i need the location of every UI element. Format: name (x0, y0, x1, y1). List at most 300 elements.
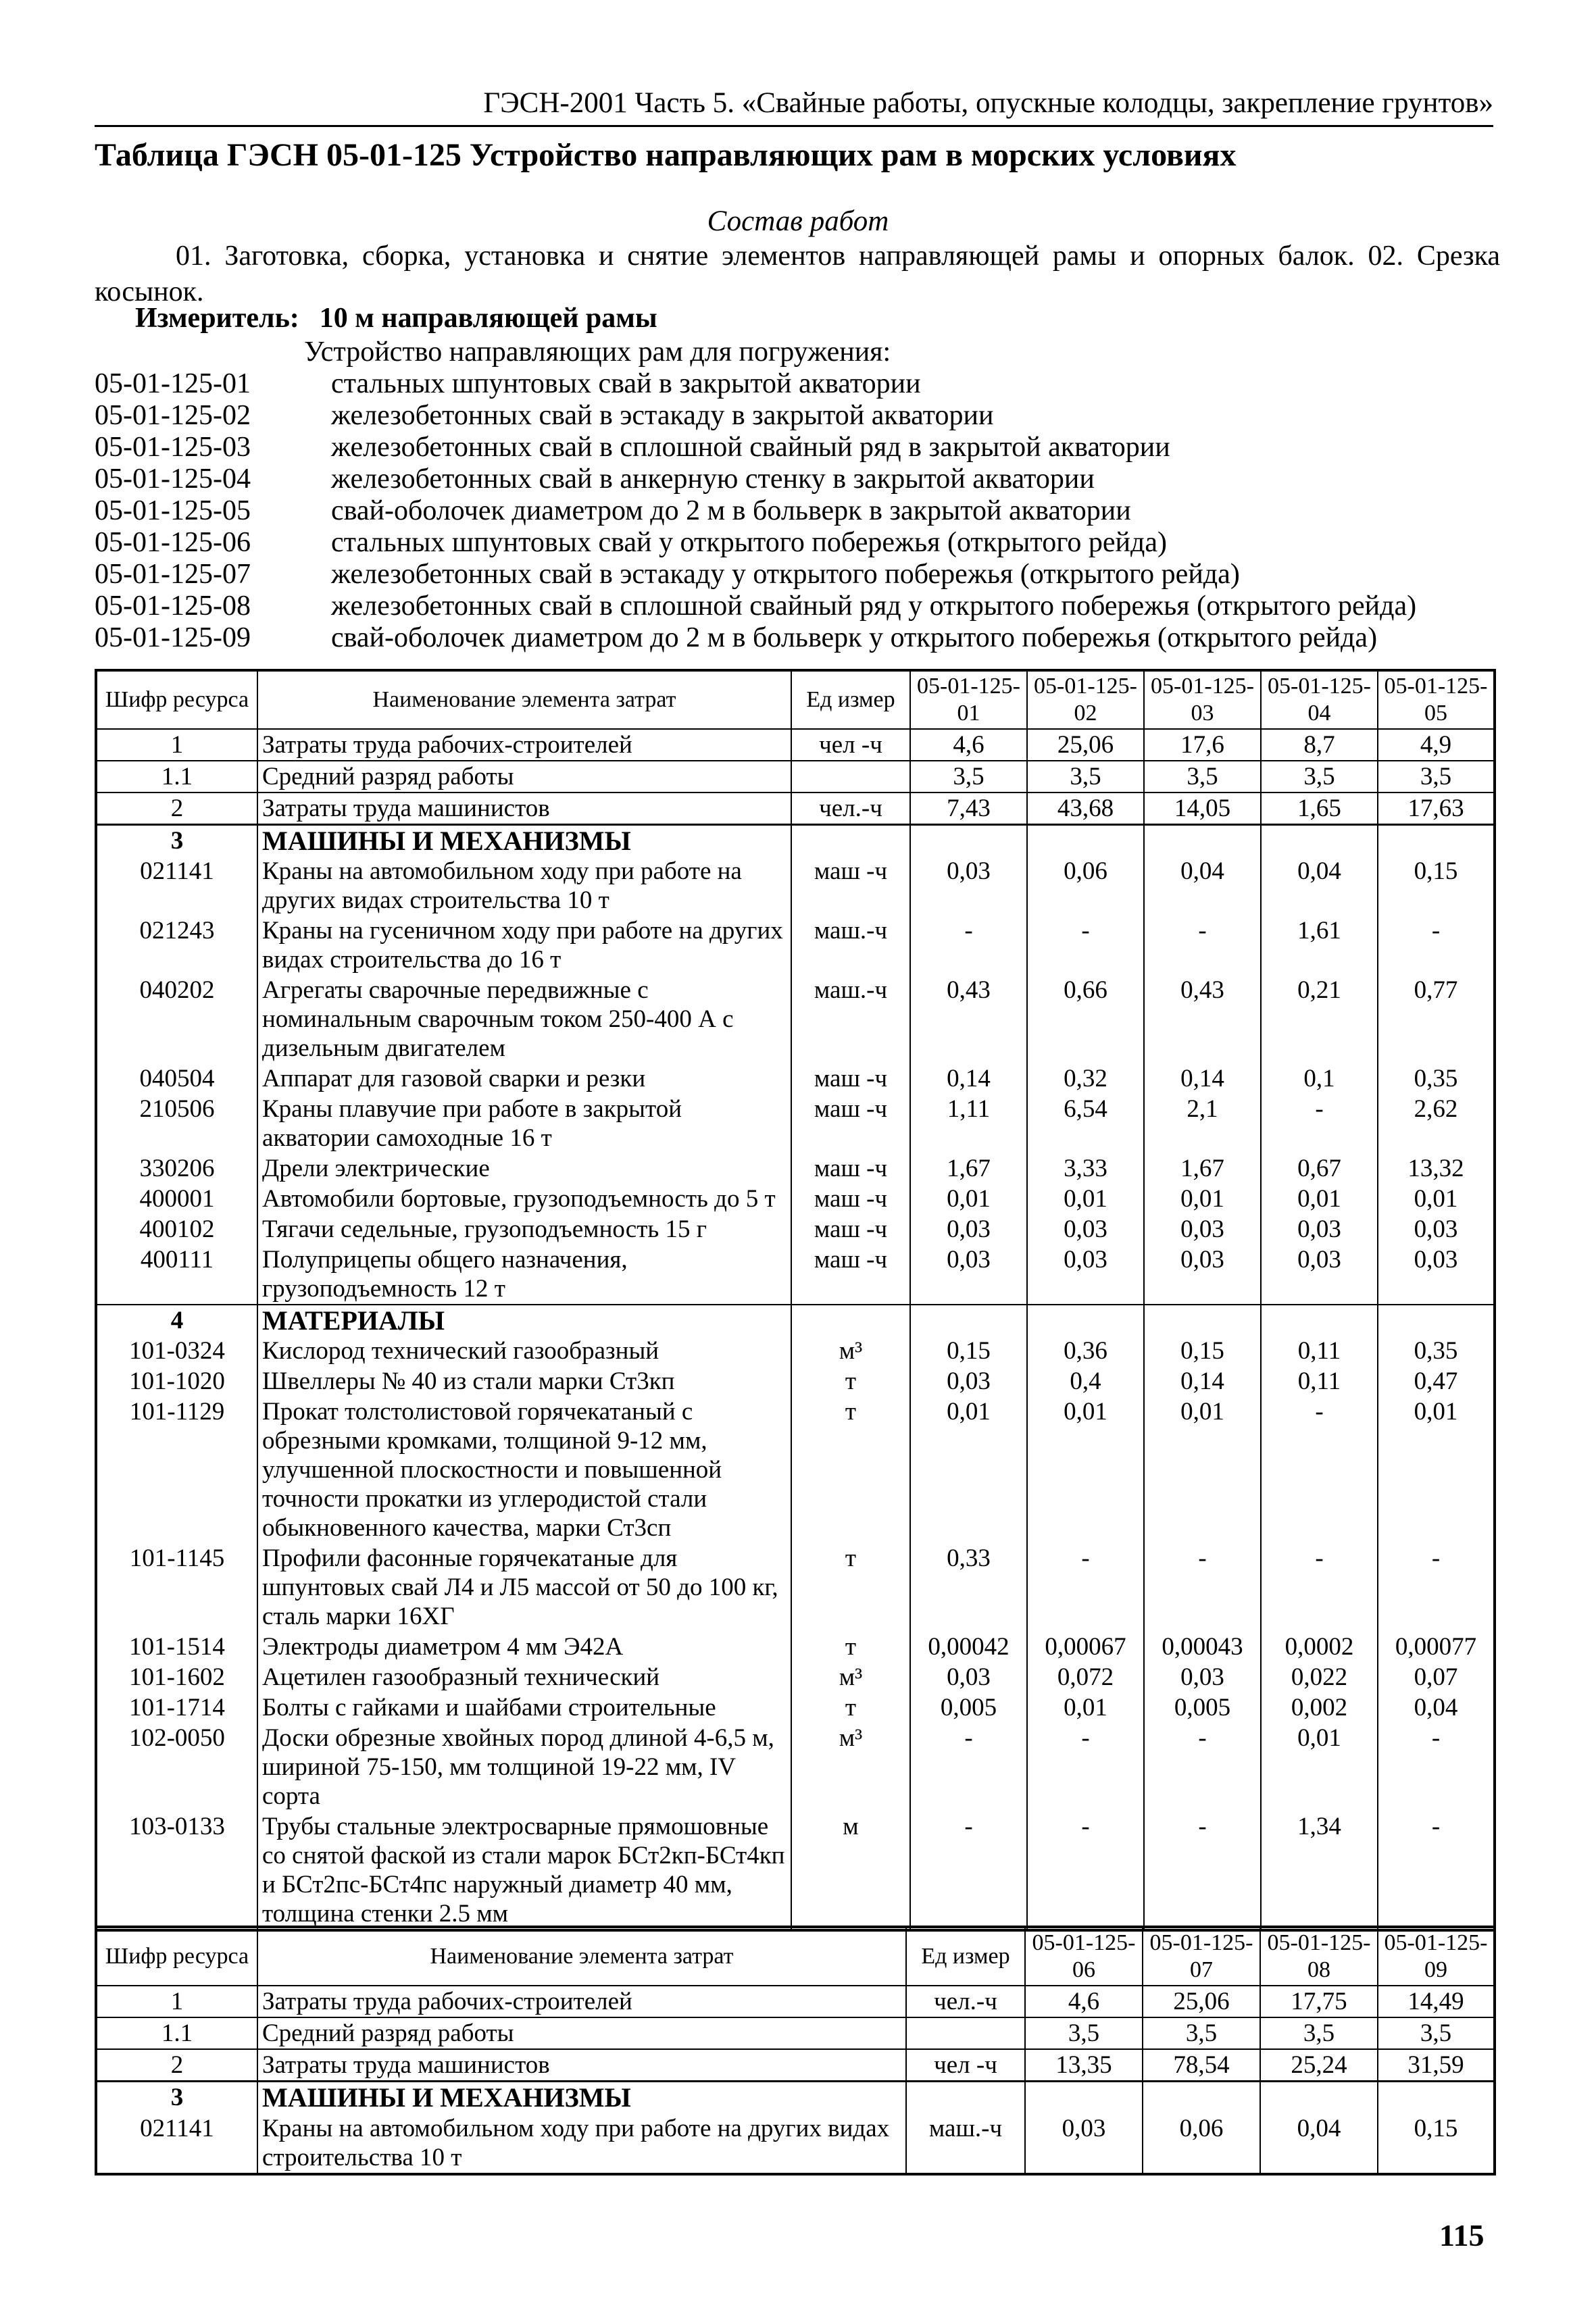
norm-value: - (1378, 1543, 1495, 1632)
norm-value: 8,7 (1261, 729, 1378, 761)
cost-element-name: Электроды диаметром 4 мм Э42А (257, 1632, 791, 1662)
norm-value: 0,005 (1144, 1692, 1261, 1723)
unit-of-measure: чел -ч (906, 2049, 1025, 2082)
norm-value: 0,03 (1144, 1662, 1261, 1692)
norm-value: 0,04 (1378, 1692, 1495, 1723)
unit-of-measure: чел.-ч (791, 793, 910, 825)
norm-value: 1,61 (1261, 915, 1378, 975)
norm-value: 0,03 (1027, 1244, 1144, 1305)
norm-value: 0,15 (910, 1336, 1027, 1366)
norm-value: 3,5 (1260, 2017, 1378, 2049)
resource-code: 101-1145 (96, 1543, 257, 1632)
resource-code: 101-1514 (96, 1632, 257, 1662)
norm-value: 0,06 (1143, 2113, 1260, 2174)
norm-value: 0,04 (1260, 2113, 1378, 2174)
norm-value: 0,43 (910, 975, 1027, 1063)
table-row (96, 915, 1495, 975)
cost-element-name: Затраты труда рабочих-строителей (257, 1986, 906, 2017)
norm-value: - (1144, 915, 1261, 975)
cost-element-name: Профили фасонные горячекатаные для шпунтовых свай Л4 и Л5 массой от 50 до 100 кг, сталь марки 16ХГ (257, 1543, 791, 1632)
header-norm-col: 05-01-125-09 (1378, 1927, 1495, 1986)
norm-value: 0,03 (910, 856, 1027, 915)
norm-value (1378, 1305, 1495, 1336)
norm-value: 3,5 (1025, 2017, 1143, 2049)
norm-value: 25,24 (1260, 2049, 1378, 2082)
norm-value: 7,43 (910, 793, 1027, 825)
norm-value: 0,01 (1378, 1184, 1495, 1214)
norm-value: 0,1 (1261, 1063, 1378, 1094)
cost-element-name: Затраты труда машинистов (257, 2049, 906, 2082)
table-row (96, 1632, 1495, 1662)
header-unit: Ед измер (791, 670, 910, 729)
norm-value: - (1261, 1397, 1378, 1543)
norm-value: - (910, 1723, 1027, 1811)
norm-value: 0,01 (1144, 1184, 1261, 1214)
norm-value: 0,01 (1027, 1692, 1144, 1723)
norm-value: 0,03 (910, 1366, 1027, 1397)
norm-value: 0,14 (1144, 1366, 1261, 1397)
norm-value (1027, 825, 1144, 857)
norm-code-row (95, 558, 1416, 590)
norm-value: 3,5 (910, 761, 1027, 793)
unit-of-measure: маш -ч (791, 1214, 910, 1244)
norm-value: 0,15 (1378, 2113, 1495, 2174)
unit-of-measure (791, 825, 910, 857)
norm-code-description: железобетонных свай в сплошной свайный ряд в закрытой акватории (331, 432, 1170, 463)
unit-of-measure (906, 2017, 1025, 2049)
norm-value: 0,36 (1027, 1336, 1144, 1366)
table-row (96, 1094, 1495, 1153)
norm-value: - (1027, 1543, 1144, 1632)
table-row (96, 1336, 1495, 1366)
norm-code-row (95, 463, 1416, 495)
resource-code: 1.1 (96, 2017, 257, 2049)
unit-of-measure (906, 2082, 1025, 2113)
norm-value: - (1378, 1811, 1495, 1930)
resource-code: 2 (96, 2049, 257, 2082)
running-head: ГЭСН-2001 Часть 5. «Свайные работы, опускные колодцы, закрепление грунтов» (95, 86, 1493, 127)
norm-value: 0,03 (1025, 2113, 1143, 2174)
norm-code-description: свай-оболочек диаметром до 2 м в больверк у открытого побережья (открытого рейда) (331, 622, 1378, 653)
table-row (96, 975, 1495, 1063)
norm-value (910, 1305, 1027, 1336)
unit-of-measure: маш -ч (791, 1094, 910, 1153)
page-number: 115 (1439, 2218, 1485, 2253)
resource-code: 400001 (96, 1184, 257, 1214)
cost-element-name: МАТЕРИАЛЫ (257, 1305, 791, 1336)
table-row (96, 1184, 1495, 1214)
norm-value: 0,14 (1144, 1063, 1261, 1094)
norm-value: 0,00043 (1144, 1632, 1261, 1662)
table-header-row (96, 1927, 1495, 1986)
unit-of-measure: чел -ч (791, 729, 910, 761)
norm-value: 0,04 (1261, 856, 1378, 915)
norm-value: 0,01 (1261, 1184, 1378, 1214)
norm-value: 0,03 (1378, 1244, 1495, 1305)
resource-code: 2 (96, 793, 257, 825)
norm-value: 4,6 (1025, 1986, 1143, 2017)
norm-value: 0,11 (1261, 1366, 1378, 1397)
unit-of-measure: маш.-ч (906, 2113, 1025, 2174)
resource-code: 021243 (96, 915, 257, 975)
norm-value (1378, 825, 1495, 857)
norm-value (1261, 825, 1378, 857)
table-row (96, 1692, 1495, 1723)
resource-code: 101-1714 (96, 1692, 257, 1723)
norm-code-row (95, 590, 1416, 622)
norm-value: 0,022 (1261, 1662, 1378, 1692)
norm-value: 1,34 (1261, 1811, 1378, 1930)
unit-of-measure (791, 1305, 910, 1336)
works-text: 01. Заготовка, сборка, установка и снятие элементов направляющей рамы и опорных балок. 02. Срезка косынок. (95, 241, 1500, 307)
norm-value (1144, 1305, 1261, 1336)
norm-value: 2,1 (1144, 1094, 1261, 1153)
norm-value: 0,06 (1027, 856, 1144, 915)
norm-value: - (1027, 915, 1144, 975)
norm-value: 0,01 (1144, 1397, 1261, 1543)
norm-value (1027, 1305, 1144, 1336)
norm-value: 0,03 (1144, 1244, 1261, 1305)
cost-element-name: Ацетилен газообразный технический (257, 1662, 791, 1692)
norm-value (1378, 2082, 1495, 2113)
resource-code: 400111 (96, 1244, 257, 1305)
cost-element-name: Автомобили бортовые, грузоподъемность до 5 т (257, 1184, 791, 1214)
norm-value (1260, 2082, 1378, 2113)
norm-value: - (1144, 1723, 1261, 1811)
norm-code-description: стальных шпунтовых свай у открытого побережья (открытого рейда) (331, 527, 1167, 558)
norm-code: 05-01-125-01 (95, 368, 251, 399)
table-row (96, 1723, 1495, 1811)
cost-element-name: Аппарат для газовой сварки и резки (257, 1063, 791, 1094)
norm-value: - (1378, 915, 1495, 975)
table-row (96, 1662, 1495, 1692)
norm-value: 0,0002 (1261, 1632, 1378, 1662)
norm-value: 0,11 (1261, 1336, 1378, 1366)
norm-value: 3,33 (1027, 1153, 1144, 1184)
cost-element-name: Краны на автомобильном ходу при работе на других видах строительства 10 т (257, 856, 791, 915)
table-title: Таблица ГЭСН 05-01-125 Устройство направляющих рам в морских условиях (95, 137, 1237, 173)
norm-value: 1,67 (1144, 1153, 1261, 1184)
cost-element-name: Агрегаты сварочные передвижные с номинальным сварочным током 250-400 А с дизельным двигателем (257, 975, 791, 1063)
norm-value: 0,01 (1378, 1397, 1495, 1543)
norm-value: 4,9 (1378, 729, 1495, 761)
norm-value: 6,54 (1027, 1094, 1144, 1153)
norm-code-description: железобетонных свай в эстакаду в закрытой акватории (331, 400, 994, 431)
header-norm-col: 05-01-125-08 (1260, 1927, 1378, 1986)
norm-value: 0,03 (1144, 1214, 1261, 1244)
norm-value: 78,54 (1143, 2049, 1260, 2082)
norm-table-1 (95, 669, 1496, 1932)
norm-code-row (95, 622, 1416, 653)
norm-code-list (95, 368, 1416, 653)
norm-value: 0,01 (1027, 1184, 1144, 1214)
norm-value: 0,4 (1027, 1366, 1144, 1397)
cost-element-name: Кислород технический газообразный (257, 1336, 791, 1366)
unit-of-measure: маш -ч (791, 856, 910, 915)
norm-table-2 (95, 1926, 1496, 2175)
unit-of-measure (791, 761, 910, 793)
unit-of-measure: м³ (791, 1336, 910, 1366)
norm-value: 0,35 (1378, 1336, 1495, 1366)
header-norm-col: 05-01-125-07 (1143, 1927, 1260, 1986)
unit-of-measure: чел.-ч (906, 1986, 1025, 2017)
header-norm-col: 05-01-125-01 (910, 670, 1027, 729)
norm-value: - (1027, 1811, 1144, 1930)
norm-value: 14,49 (1378, 1986, 1495, 2017)
norm-value: 25,06 (1027, 729, 1144, 761)
norm-value: 3,5 (1144, 761, 1261, 793)
norm-value: 17,6 (1144, 729, 1261, 761)
norm-value: 0,00077 (1378, 1632, 1495, 1662)
cost-element-name: Краны плавучие при работе в закрытой акватории самоходные 16 т (257, 1094, 791, 1153)
norm-value: 0,00067 (1027, 1632, 1144, 1662)
norm-code-description: железобетонных свай в анкерную стенку в закрытой акватории (331, 463, 1095, 495)
table-row (96, 729, 1495, 761)
norm-value: 0,77 (1378, 975, 1495, 1063)
norm-code-description: свай-оболочек диаметром до 2 м в больверк в закрытой акватории (331, 495, 1131, 526)
norm-value: 3,5 (1261, 761, 1378, 793)
unit-of-measure: т (791, 1692, 910, 1723)
unit-of-measure: т (791, 1366, 910, 1397)
norm-code: 05-01-125-06 (95, 527, 251, 558)
resource-code: 330206 (96, 1153, 257, 1184)
cost-element-name: Затраты труда машинистов (257, 793, 791, 825)
norm-code: 05-01-125-08 (95, 590, 251, 622)
table-row (96, 1214, 1495, 1244)
table-row (96, 2113, 1495, 2174)
norm-value: 1,67 (910, 1153, 1027, 1184)
norm-value: - (1378, 1723, 1495, 1811)
table-row (96, 2017, 1495, 2049)
resource-code: 103-0133 (96, 1811, 257, 1930)
norm-value: 0,32 (1027, 1063, 1144, 1094)
resource-code: 021141 (96, 2113, 257, 2174)
norm-value: 0,21 (1261, 975, 1378, 1063)
resource-code: 101-1020 (96, 1366, 257, 1397)
header-name: Наименование элемента затрат (257, 670, 791, 729)
unit-of-measure: маш -ч (791, 1244, 910, 1305)
norm-code-row (95, 431, 1416, 463)
table-row (96, 1366, 1495, 1397)
norm-value: 0,03 (910, 1662, 1027, 1692)
norm-value: 3,5 (1378, 2017, 1495, 2049)
norm-value: 0,03 (1261, 1244, 1378, 1305)
resource-code: 021141 (96, 856, 257, 915)
norm-value: 0,00042 (910, 1632, 1027, 1662)
norm-value: 0,66 (1027, 975, 1144, 1063)
resource-code: 3 (96, 2082, 257, 2113)
header-name: Наименование элемента затрат (257, 1927, 906, 1986)
norm-value: 0,002 (1261, 1692, 1378, 1723)
norm-value (910, 825, 1027, 857)
resource-code: 400102 (96, 1214, 257, 1244)
unit-of-measure: маш.-ч (791, 975, 910, 1063)
unit-of-measure: маш -ч (791, 1153, 910, 1184)
norm-value: 0,072 (1027, 1662, 1144, 1692)
table-header-row (96, 670, 1495, 729)
norm-value: 17,75 (1260, 1986, 1378, 2017)
norm-value (1143, 2082, 1260, 2113)
norm-value: 3,5 (1378, 761, 1495, 793)
resource-code: 040202 (96, 975, 257, 1063)
table-row (96, 1244, 1495, 1305)
cost-element-name: Трубы стальные электросварные прямошовные со снятой фаской из стали марок БСт2кп-БСт4кп и БСт2пс-БСт4пс наружный диаметр 40 мм, толщина стенки 2.5 мм (257, 1811, 791, 1930)
norm-value: 13,35 (1025, 2049, 1143, 2082)
norm-value: 1,11 (910, 1094, 1027, 1153)
cost-element-name: Тягачи седельные, грузоподъемность 15 г (257, 1214, 791, 1244)
norm-value: 31,59 (1378, 2049, 1495, 2082)
norm-value: 0,04 (1144, 856, 1261, 915)
cost-element-name: Болты с гайками и шайбами строительные (257, 1692, 791, 1723)
norm-code: 05-01-125-02 (95, 400, 251, 431)
header-code: Шифр ресурса (96, 1927, 257, 1986)
resource-code: 040504 (96, 1063, 257, 1094)
table-row (96, 1811, 1495, 1930)
resource-code: 101-0324 (96, 1336, 257, 1366)
unit-of-measure: т (791, 1543, 910, 1632)
norm-value: - (1261, 1543, 1378, 1632)
resource-code: 210506 (96, 1094, 257, 1153)
norm-code: 05-01-125-03 (95, 432, 251, 463)
norm-code-description: стальных шпунтовых свай в закрытой акватории (331, 368, 921, 399)
header-norm-col: 05-01-125-04 (1261, 670, 1378, 729)
resource-code: 1 (96, 1986, 257, 2017)
norm-value: 2,62 (1378, 1094, 1495, 1153)
norm-code-row (95, 368, 1416, 399)
norm-value: 0,67 (1261, 1153, 1378, 1184)
resource-code: 1 (96, 729, 257, 761)
norm-value: 0,01 (1027, 1397, 1144, 1543)
resource-code: 101-1129 (96, 1397, 257, 1543)
table-row (96, 761, 1495, 793)
header-unit: Ед измер (906, 1927, 1025, 1986)
norm-code-row (95, 495, 1416, 526)
norm-value: 0,01 (1261, 1723, 1378, 1811)
cost-element-name: Средний разряд работы (257, 761, 791, 793)
cost-element-name: Прокат толстолистовой горячекатаный с обрезными кромками, толщиной 9-12 мм, улучшенной плоскостности и повышенной точности прокатки из углеродистой стали обыкновенного качества, марки Ст3сп (257, 1397, 791, 1543)
table-row (96, 1305, 1495, 1336)
cost-element-name: Краны на автомобильном ходу при работе на других видах строительства 10 т (257, 2113, 906, 2174)
norm-value: 0,33 (910, 1543, 1027, 1632)
measure-label: Измеритель: (135, 303, 299, 334)
header-norm-col: 05-01-125-03 (1144, 670, 1261, 729)
norm-value: 0,35 (1378, 1063, 1495, 1094)
norm-code: 05-01-125-05 (95, 495, 251, 526)
norm-code-row (95, 399, 1416, 431)
norm-code: 05-01-125-09 (95, 622, 251, 653)
unit-of-measure: маш -ч (791, 1063, 910, 1094)
header-norm-col: 05-01-125-05 (1378, 670, 1495, 729)
norm-value: 0,14 (910, 1063, 1027, 1094)
norm-code: 05-01-125-04 (95, 463, 251, 495)
norm-value: - (1261, 1094, 1378, 1153)
norm-value: - (910, 1811, 1027, 1930)
table-row (96, 1543, 1495, 1632)
norm-code: 05-01-125-07 (95, 559, 251, 590)
norm-value (1261, 1305, 1378, 1336)
unit-of-measure: м³ (791, 1723, 910, 1811)
cost-element-name: Дрели электрические (257, 1153, 791, 1184)
norm-value (1144, 825, 1261, 857)
norm-value: 0,01 (910, 1397, 1027, 1543)
norm-value: 0,07 (1378, 1662, 1495, 1692)
unit-of-measure: т (791, 1632, 910, 1662)
norm-code-row (95, 526, 1416, 558)
norm-value: - (1027, 1723, 1144, 1811)
works-heading: Состав работ (707, 205, 889, 237)
unit-of-measure: м³ (791, 1662, 910, 1692)
norm-value: 13,32 (1378, 1153, 1495, 1184)
norm-value: 0,15 (1378, 856, 1495, 915)
norm-value: 0,03 (910, 1244, 1027, 1305)
cost-element-name: Средний разряд работы (257, 2017, 906, 2049)
measure-line (135, 302, 657, 334)
norm-value: 0,03 (1261, 1214, 1378, 1244)
table-row (96, 856, 1495, 915)
resource-code: 102-0050 (96, 1723, 257, 1811)
norm-value: 3,5 (1027, 761, 1144, 793)
resource-code: 4 (96, 1305, 257, 1336)
table-row (96, 1153, 1495, 1184)
norm-value: 0,03 (1027, 1214, 1144, 1244)
norm-value: 25,06 (1143, 1986, 1260, 2017)
norm-value: - (1144, 1543, 1261, 1632)
table-row (96, 793, 1495, 825)
norm-value: - (910, 915, 1027, 975)
norm-value: 0,03 (1378, 1214, 1495, 1244)
purpose-line: Устройство направляющих рам для погружения: (304, 336, 891, 368)
table-row (96, 1397, 1495, 1543)
cost-element-name: Затраты труда рабочих-строителей (257, 729, 791, 761)
norm-value: 1,65 (1261, 793, 1378, 825)
cost-element-name: Краны на гусеничном ходу при работе на других видах строительства до 16 т (257, 915, 791, 975)
norm-value: 0,01 (910, 1184, 1027, 1214)
table-row (96, 1986, 1495, 2017)
cost-element-name: Доски обрезные хвойных пород длиной 4-6,5 м, шириной 75-150, мм толщиной 19-22 мм, IV сорта (257, 1723, 791, 1811)
norm-value: 17,63 (1378, 793, 1495, 825)
cost-element-name: МАШИНЫ И МЕХАНИЗМЫ (257, 2082, 906, 2113)
table-row (96, 825, 1495, 857)
norm-value: 14,05 (1144, 793, 1261, 825)
table-row (96, 2082, 1495, 2113)
unit-of-measure: маш.-ч (791, 915, 910, 975)
resource-code: 3 (96, 825, 257, 857)
norm-code-description: железобетонных свай в сплошной свайный ряд у открытого побережья (открытого рейда) (331, 590, 1417, 622)
norm-value: 0,005 (910, 1692, 1027, 1723)
unit-of-measure: т (791, 1397, 910, 1543)
header-norm-col: 05-01-125-06 (1025, 1927, 1143, 1986)
resource-code: 101-1602 (96, 1662, 257, 1692)
norm-value: 0,15 (1144, 1336, 1261, 1366)
norm-value (1025, 2082, 1143, 2113)
resource-code: 1.1 (96, 761, 257, 793)
header-code: Шифр ресурса (96, 670, 257, 729)
norm-value: 3,5 (1143, 2017, 1260, 2049)
header-norm-col: 05-01-125-02 (1027, 670, 1144, 729)
norm-code-description: железобетонных свай в эстакаду у открытого побережья (открытого рейда) (331, 559, 1240, 590)
cost-element-name: МАШИНЫ И МЕХАНИЗМЫ (257, 825, 791, 857)
unit-of-measure: маш -ч (791, 1184, 910, 1214)
norm-value: 0,03 (910, 1214, 1027, 1244)
norm-value: - (1144, 1811, 1261, 1930)
norm-value: 43,68 (1027, 793, 1144, 825)
norm-value: 0,47 (1378, 1366, 1495, 1397)
table-row (96, 2049, 1495, 2082)
cost-element-name: Швеллеры № 40 из стали марки Ст3кп (257, 1366, 791, 1397)
cost-element-name: Полуприцепы общего назначения, грузоподъемность 12 т (257, 1244, 791, 1305)
norm-value: 4,6 (910, 729, 1027, 761)
table-row (96, 1063, 1495, 1094)
